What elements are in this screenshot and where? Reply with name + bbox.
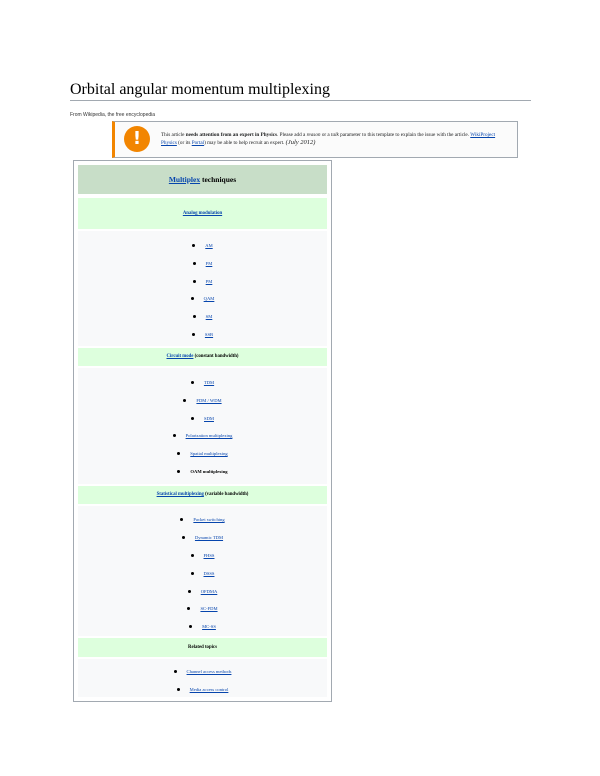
list-item: PM	[78, 277, 327, 287]
list-item: AM	[78, 241, 327, 251]
group-header-statistical-multiplexing: Statistical multiplexing (variable bandwidth)	[78, 486, 327, 504]
circuit-mode-link[interactable]: Circuit mode	[166, 354, 194, 359]
group-list-analog-modulation	[78, 231, 327, 346]
list-item: Channel access methods	[78, 667, 327, 677]
list-item: TDM	[78, 378, 327, 388]
bullet-icon	[192, 333, 195, 336]
multiplex-navbox	[73, 160, 332, 702]
list-item: SC-FDM	[78, 604, 327, 614]
bullet-icon	[182, 536, 185, 539]
bullet-icon	[174, 670, 177, 673]
group-list-statistical-multiplexing	[78, 506, 327, 636]
multiplex-link[interactable]: Multiplex	[168, 175, 201, 184]
list-item: Media access control	[78, 685, 327, 695]
list-item: SM	[78, 312, 327, 322]
list-item: SSB	[78, 330, 327, 340]
bullet-icon	[192, 244, 195, 247]
notice-date: (July 2012)	[285, 139, 316, 146]
list-item: Spatial multiplexing	[78, 449, 327, 459]
site-tagline: From Wikipedia, the free encyclopedia	[70, 112, 156, 118]
list-item: DSSS	[78, 569, 327, 579]
bullet-icon	[191, 572, 194, 575]
notice-text: This article needs attention from an expert in Physics. Please add a reason or a talk parameter to this template to explain the issue with the article. WikiProject Physics (or its Portal) may be able to help recruit an expert. (July 2012)	[161, 132, 496, 146]
bullet-icon	[188, 590, 191, 593]
analog-modulation-link[interactable]: Analog modulation	[182, 211, 223, 216]
list-item: MC-SS	[78, 622, 327, 632]
bullet-icon	[193, 280, 196, 283]
bullet-icon	[187, 607, 190, 610]
list-item: Polarization multiplexing	[78, 431, 327, 441]
exclamation-icon: !	[124, 126, 150, 152]
list-item: OAM multiplexing	[78, 467, 327, 477]
portal-link[interactable]: Portal	[191, 140, 205, 146]
title-divider	[70, 100, 531, 101]
bullet-icon	[191, 297, 194, 300]
list-item: Dynamic TDM	[78, 533, 327, 543]
wikiproject-physics-link[interactable]: WikiProject Physics	[161, 132, 496, 146]
list-item: FM	[78, 259, 327, 269]
expert-needed-notice	[112, 121, 518, 158]
group-header-analog-modulation	[78, 198, 327, 229]
bullet-icon	[177, 470, 180, 473]
bullet-icon	[191, 554, 194, 557]
list-item: FDM / WDM	[78, 396, 327, 406]
bullet-icon	[173, 434, 176, 437]
list-item: QAM	[78, 294, 327, 304]
notice-bold-text: needs attention from an expert in Physics	[185, 132, 278, 138]
group-header-related-topics: Related topics	[78, 638, 327, 657]
bullet-icon	[183, 399, 186, 402]
group-list-circuit-mode	[78, 368, 327, 484]
bullet-icon	[177, 688, 180, 691]
list-item: SDM	[78, 414, 327, 424]
bullet-icon	[177, 452, 180, 455]
bullet-icon	[180, 518, 183, 521]
list-item: Packet switching	[78, 515, 327, 525]
group-list-related-topics	[78, 659, 327, 697]
bullet-icon	[193, 315, 196, 318]
list-item: OFDMA	[78, 587, 327, 597]
statistical-multiplexing-link[interactable]: Statistical multiplexing	[156, 492, 204, 497]
bullet-icon	[191, 417, 194, 420]
page-title: Orbital angular momentum multiplexing	[70, 81, 330, 98]
list-item: FHSS	[78, 551, 327, 561]
bullet-icon	[193, 262, 196, 265]
bullet-icon	[191, 381, 194, 384]
bullet-icon	[189, 625, 192, 628]
group-header-circuit-mode: Circuit mode (constant bandwidth)	[78, 348, 327, 366]
navbox-title: Multiplex techniques	[78, 165, 327, 194]
